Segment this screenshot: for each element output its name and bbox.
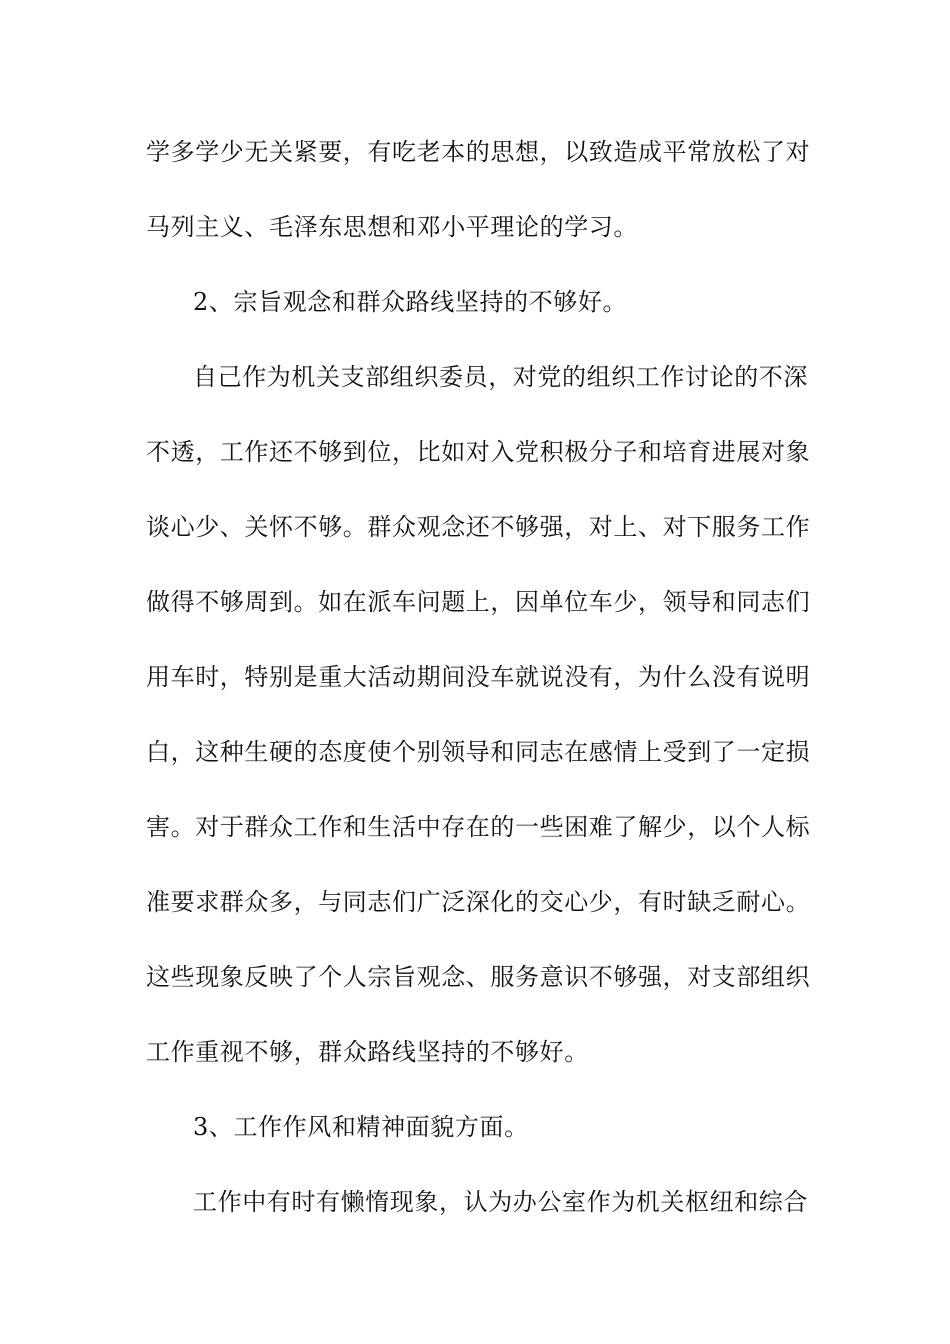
text-line: 用车时，特别是重大活动期间没车就说没有，为什么没有说明 (146, 663, 811, 691)
text-line: 白，这种生硬的态度使个别领导和同志在感情上受到了一定损 (146, 738, 811, 766)
text-line: 这些现象反映了个人宗旨观念、服务意识不够强，对支部组织 (146, 963, 811, 991)
text-line: 准要求群众多，与同志们广泛深化的交心少，有时缺乏耐心。 (146, 888, 811, 916)
section-heading: 2、宗旨观念和群众路线坚持的不够好。 (193, 288, 628, 316)
text-line: 工作重视不够，群众路线坚持的不够好。 (146, 1038, 589, 1066)
text-line: 谈心少、关怀不够。群众观念还不够强，对上、对下服务工作 (146, 513, 811, 541)
section-heading: 3、工作作风和精神面貌方面。 (193, 1113, 529, 1141)
text-line: 不透，工作还不够到位，比如对入党积极分子和培育进展对象 (146, 438, 811, 466)
text-line: 工作中有时有懒惰现象，认为办公室作为机关枢纽和综合 (193, 1188, 808, 1216)
text-line: 马列主义、毛泽东思想和邓小平理论的学习。 (146, 213, 638, 241)
text-line: 做得不够周到。如在派车问题上，因单位车少，领导和同志们 (146, 588, 811, 616)
text-line: 学多学少无关紧要，有吃老本的思想，以致造成平常放松了对 (146, 138, 811, 166)
text-line: 自己作为机关支部组织委员，对党的组织工作讨论的不深 (193, 363, 808, 391)
text-line: 害。对于群众工作和生活中存在的一些困难了解少，以个人标 (146, 813, 811, 841)
